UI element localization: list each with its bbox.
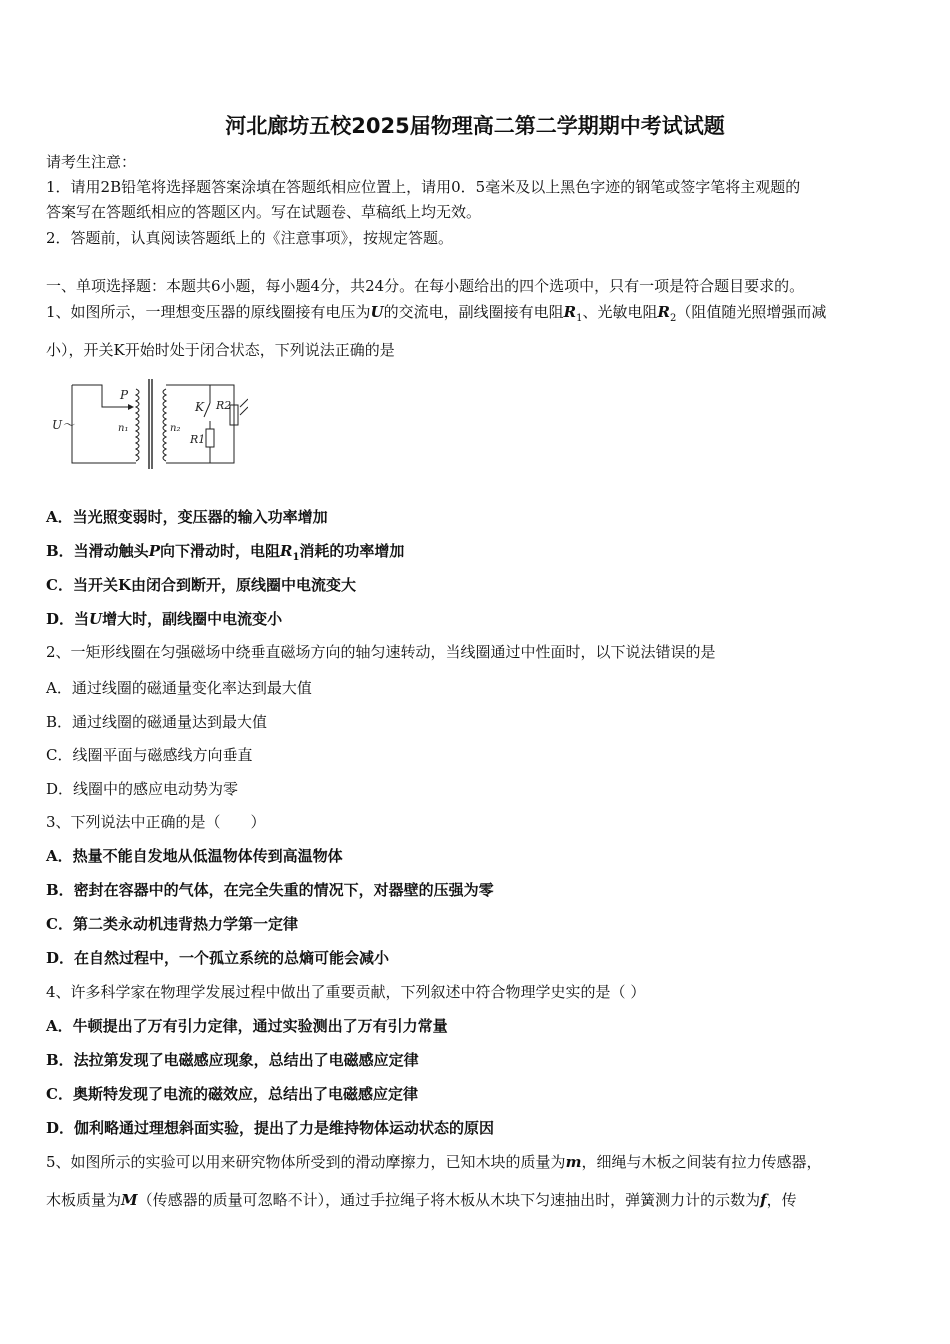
q2-option-a: A．通过线圈的磁通量变化率达到最大值 <box>46 679 312 697</box>
q4-option-c: C．奥斯特发现了电流的磁效应，总结出了电磁感应定律 <box>46 1085 418 1103</box>
q1-option-d-u: U <box>89 610 103 628</box>
q1-option-d-b: 增大时，副线圈中电流变小 <box>102 610 283 628</box>
q3-option-c: C．第二类永动机违背热力学第一定律 <box>46 915 298 933</box>
section-heading: 一、单项选择题：本题共6小题，每小题4分，共24分。在每小题给出的四个选项中，只有一项是符合题目要求的。 <box>46 277 805 295</box>
q3-option-b: B．密封在容器中的气体，在完全失重的情况下，对器壁的压强为零 <box>46 881 494 899</box>
q5-stem-line-2 <box>46 1190 797 1210</box>
q4-stem: 4、许多科学家在物理学发展过程中做出了重要贡献，下列叙述中符合物理学史实的是（ ） <box>46 983 646 1001</box>
page-title: 河北廊坊五校2025届物理高二第二学期期中考试试题 <box>225 114 725 138</box>
q1-option-d <box>46 609 282 629</box>
q4-option-a: A．牛顿提出了万有引力定律，通过实验测出了万有引力常量 <box>46 1017 448 1035</box>
q5-mass-symbol: m <box>565 1153 582 1171</box>
diagram-slider-label: P <box>120 388 129 402</box>
diagram-switch-label: K <box>195 400 204 414</box>
q3-stem: 3、下列说法中正确的是（ ） <box>46 813 266 831</box>
q2-stem: 2、一矩形线圈在匀强磁场中绕垂直磁场方向的轴匀速转动，当线圈通过中性面时，以下说法错误的是 <box>46 643 716 661</box>
q1-option-b-sub: 1 <box>292 552 300 563</box>
q5-stem-a: 5、如图所示的实验可以用来研究物体所受到的滑动摩擦力，已知木块的质量为 <box>46 1153 566 1171</box>
q1-voltage-symbol: U <box>370 303 384 321</box>
transformer-circuit-diagram <box>48 375 248 475</box>
q1-option-c: C．当开关K由闭合到断开，原线圈中电流变大 <box>46 576 356 594</box>
q1-r2-symbol: R <box>657 303 670 321</box>
q5-line2-b: （传感器的质量可忽略不计），通过手拉绳子将木板从木块下匀速抽出时，弹簧测力计的示数为 <box>137 1191 761 1209</box>
notice-item-2: 2．答题前，认真阅读答题纸上的《注意事项》，按规定答题。 <box>46 229 454 247</box>
q1-stem-d: （阻值随光照增强而减 <box>676 303 827 321</box>
q1-option-d-a: D．当 <box>46 610 90 628</box>
notice-item-1-line-2: 答案写在答题纸相应的答题区内。写在试题卷、草稿纸上均无效。 <box>46 203 482 221</box>
q1-option-b-c: 消耗的功率增加 <box>299 542 405 560</box>
q2-option-d: D．线圈中的感应电动势为零 <box>46 780 239 798</box>
q1-option-b <box>46 541 404 568</box>
q1-option-b-b: 向下滑动时，电阻 <box>159 542 280 560</box>
q5-force-symbol: f <box>760 1191 767 1209</box>
diagram-n1-label: n₁ <box>118 423 129 434</box>
q4-option-b: B．法拉第发现了电磁感应现象，总结出了电磁感应定律 <box>46 1051 419 1069</box>
q1-r1-subscript: 1 <box>576 313 583 324</box>
q1-stem-c: 、光敏电阻 <box>582 303 658 321</box>
q3-option-a: A．热量不能自发地从低温物体传到高温物体 <box>46 847 343 865</box>
q5-line2-c: ，传 <box>766 1191 797 1209</box>
q5-line2-a: 木板质量为 <box>46 1191 122 1209</box>
q1-option-a: A．当光照变弱时，变压器的输入功率增加 <box>46 508 328 526</box>
diagram-r2-label: R2 <box>216 399 232 412</box>
q3-option-d: D．在自然过程中，一个孤立系统的总熵可能会减小 <box>46 949 390 967</box>
q1-r1-symbol: R <box>563 303 577 321</box>
notice-item-1-line-1: 1．请用2B铅笔将选择题答案涂填在答题纸相应位置上，请用0．5毫米及以上黑色字迹的钢笔或签字笔将主观题的 <box>46 178 801 196</box>
q1-option-b-p: P <box>148 542 160 560</box>
q4-option-d: D．伽利略通过理想斜面实验，提出了力是维持物体运动状态的原因 <box>46 1119 495 1137</box>
q1-stem-b: 的交流电，副线圈接有电阻 <box>383 303 564 321</box>
q1-option-b-a: B．当滑动触头 <box>46 542 149 560</box>
q5-stem-b: ，细绳与木板之间装有拉力传感器， <box>581 1153 822 1171</box>
q5-stem-line-1 <box>46 1152 821 1172</box>
q2-option-c: C．线圈平面与磁感线方向垂直 <box>46 746 253 764</box>
diagram-r1-label: R1 <box>190 433 206 446</box>
diagram-n2-label: n₂ <box>170 423 181 434</box>
q1-option-b-r: R <box>279 542 293 560</box>
q1-stem-a: 1、如图所示，一理想变压器的原线圈接有电压为 <box>46 303 371 321</box>
diagram-voltage-label: U～ <box>52 418 75 432</box>
q1-stem-line-1 <box>46 302 826 329</box>
q1-r2-subscript: 2 <box>669 313 677 324</box>
notice-heading: 请考生注意： <box>46 153 137 171</box>
q1-stem-line-2: 小），开关K开始时处于闭合状态，下列说法正确的是 <box>46 341 395 359</box>
q5-board-mass-symbol: M <box>121 1191 138 1209</box>
q2-option-b: B．通过线圈的磁通量达到最大值 <box>46 713 268 731</box>
